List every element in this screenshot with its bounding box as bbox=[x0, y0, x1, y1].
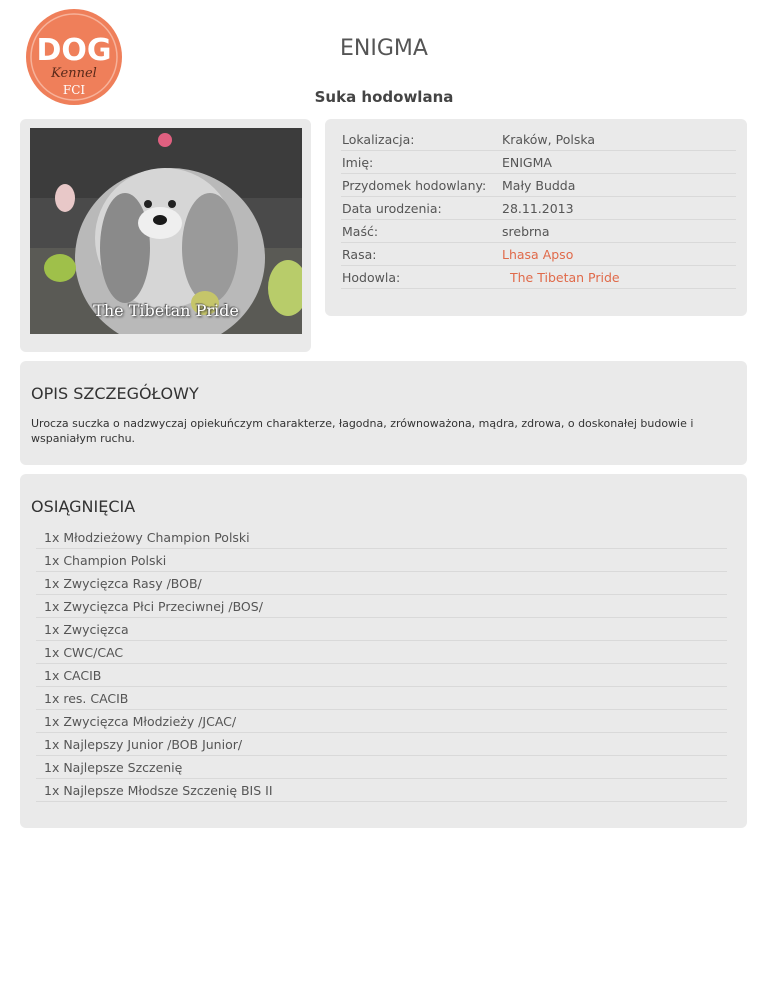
info-label: Maść: bbox=[342, 224, 379, 239]
photo-watermark: The Tibetan Pride bbox=[93, 301, 239, 320]
info-row-color bbox=[341, 220, 736, 243]
info-label: Data urodzenia: bbox=[342, 201, 442, 216]
info-row-kennel bbox=[341, 266, 736, 289]
achievement-label: 1x Champion Polski bbox=[44, 553, 167, 568]
achievement-item bbox=[36, 572, 727, 595]
info-card bbox=[325, 119, 747, 316]
info-label: Przydomek hodowlany: bbox=[342, 178, 487, 193]
info-row-kennel-name bbox=[341, 174, 736, 197]
achievements-title: OSIĄGNIĘCIA bbox=[31, 497, 136, 516]
achievement-item bbox=[36, 549, 727, 572]
achievement-item bbox=[36, 779, 727, 802]
logo-kennel-text: Kennel bbox=[51, 66, 97, 81]
info-row-birth-date bbox=[341, 197, 736, 220]
info-label: Rasa: bbox=[342, 247, 377, 262]
achievement-item bbox=[36, 641, 727, 664]
achievement-label: 1x res. CACIB bbox=[44, 691, 129, 706]
achievement-label: 1x Zwycięzca Płci Przeciwnej /BOS/ bbox=[44, 599, 263, 614]
achievement-label: 1x Zwycięzca Młodzieży /JCAC/ bbox=[44, 714, 237, 729]
page-subtitle: Suka hodowlana bbox=[314, 88, 454, 106]
description-text: Urocza suczka o nadzwyczaj opiekuńczym charakterze, łagodna, zrównoważona, mądra, zdrowa, o doskonałej budowie i wspaniałym ruchu. bbox=[31, 417, 694, 445]
achievement-label: 1x CWC/CAC bbox=[44, 645, 124, 660]
info-label: Imię: bbox=[342, 155, 374, 170]
achievement-item bbox=[36, 733, 727, 756]
info-row-location bbox=[341, 128, 736, 151]
info-value: Mały Budda bbox=[502, 178, 576, 193]
achievement-label: 1x Najlepszy Junior /BOB Junior/ bbox=[44, 737, 243, 752]
page-title: ENIGMA bbox=[340, 36, 428, 61]
info-row-name bbox=[341, 151, 736, 174]
description-card bbox=[20, 361, 747, 465]
achievement-label: 1x CACIB bbox=[44, 668, 102, 683]
description-title: OPIS SZCZEGÓŁOWY bbox=[31, 384, 199, 403]
info-value: ENIGMA bbox=[502, 155, 552, 170]
kennel-link[interactable]: The Tibetan Pride bbox=[510, 270, 620, 285]
logo-dog-text: DOG bbox=[36, 33, 112, 68]
achievement-item bbox=[36, 756, 727, 779]
achievement-item bbox=[36, 664, 727, 687]
info-value: Kraków, Polska bbox=[502, 132, 596, 147]
info-row-breed bbox=[341, 243, 736, 266]
achievement-item bbox=[36, 526, 727, 549]
achievement-label: 1x Zwycięzca Rasy /BOB/ bbox=[44, 576, 202, 591]
achievement-label: 1x Zwycięzca bbox=[44, 622, 129, 637]
info-label: Hodowla: bbox=[342, 270, 401, 285]
achievements-card bbox=[20, 474, 747, 828]
achievement-label: 1x Najlepsze Młodsze Szczenię BIS II bbox=[44, 783, 273, 798]
info-value: 28.11.2013 bbox=[502, 201, 574, 216]
achievement-item bbox=[36, 618, 727, 641]
info-value: srebrna bbox=[502, 224, 550, 239]
achievement-item bbox=[36, 595, 727, 618]
achievement-label: 1x Młodzieżowy Champion Polski bbox=[44, 530, 250, 545]
breed-link[interactable]: Lhasa Apso bbox=[502, 247, 574, 262]
achievement-item bbox=[36, 687, 727, 710]
info-label: Lokalizacja: bbox=[342, 132, 415, 147]
logo-fci-text: FCI bbox=[62, 83, 86, 97]
achievement-label: 1x Najlepsze Szczenię bbox=[44, 760, 183, 775]
dog-photo[interactable] bbox=[30, 128, 302, 334]
achievement-item bbox=[36, 710, 727, 733]
photo-card bbox=[20, 119, 311, 352]
